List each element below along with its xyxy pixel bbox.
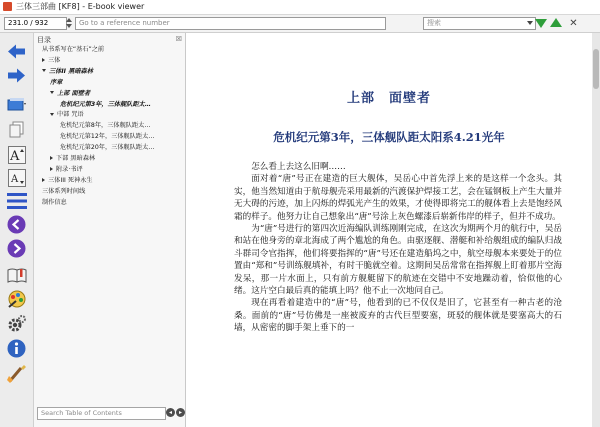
paragraph: 怎么看上去这么旧啊…… xyxy=(251,162,346,172)
toc-item-label: 三体III 死神永生 xyxy=(48,176,93,184)
preferences-button[interactable] xyxy=(6,313,27,334)
top-toolbar xyxy=(0,15,600,33)
left-toolbar xyxy=(0,33,34,427)
copy-icon xyxy=(9,121,24,138)
chapter-body xyxy=(234,161,562,335)
reference-mode-button[interactable] xyxy=(6,288,27,309)
reference-mode-icon xyxy=(7,289,27,309)
toc-item-label: 附录·书评 xyxy=(56,165,83,173)
app-icon xyxy=(3,2,12,11)
forward-icon xyxy=(7,68,26,83)
back-button[interactable] xyxy=(6,41,27,62)
reference-input[interactable]: Go to a reference number xyxy=(75,17,386,30)
toc-item[interactable] xyxy=(42,176,182,186)
paragraph: 现在再看着建造中的“唐”号，他看到的已不仅仅是旧了，它甚至有一种古老的沧桑。面前的“唐”号仿佛是一座被废弃的古代巨型要塞，斑驳的舰体就是要塞高大的石墙，从密密的脚手架上垂下的一 xyxy=(234,298,562,334)
svg-text:A: A xyxy=(10,173,18,185)
position-field[interactable]: 231.0 / 932 xyxy=(4,17,67,30)
toc-item[interactable] xyxy=(60,100,182,110)
toc-item-label: 制作信息 xyxy=(42,198,67,206)
back-icon xyxy=(7,44,26,59)
title-bar xyxy=(0,0,600,15)
toc-item[interactable] xyxy=(50,165,182,175)
spin-down-icon[interactable] xyxy=(66,24,72,28)
window-title: 三体三部曲 [KF8] - E-book viewer xyxy=(16,2,145,11)
toc-search-next-button[interactable]: ▸ xyxy=(176,408,185,417)
search-placeholder: 搜索 xyxy=(427,19,441,27)
next-page-button[interactable] xyxy=(6,238,27,259)
font-larger-icon xyxy=(8,146,26,164)
toc-item-label: 下部 黑暗森林 xyxy=(56,155,96,162)
expanded-arrow-icon[interactable] xyxy=(42,69,46,72)
print-button[interactable] xyxy=(6,363,27,384)
toc-search-prev-button[interactable]: ◂ xyxy=(166,408,175,417)
toc-item[interactable] xyxy=(60,132,182,142)
svg-text:A: A xyxy=(9,148,19,164)
copy-button[interactable] xyxy=(6,119,27,140)
next-page-icon xyxy=(7,239,26,258)
toc-item-label: 三体系列时间线 xyxy=(42,187,86,195)
toc-item[interactable] xyxy=(50,110,182,120)
collapsed-arrow-icon[interactable] xyxy=(42,178,45,182)
find-next-icon xyxy=(535,19,547,28)
find-previous-icon xyxy=(550,18,562,27)
toc-icon xyxy=(7,192,27,210)
bookmarks-icon xyxy=(7,267,27,283)
toc-item[interactable] xyxy=(50,89,182,99)
bookmarks-button[interactable] xyxy=(6,264,27,285)
info-icon xyxy=(7,339,26,358)
toc-item[interactable] xyxy=(50,78,182,88)
paragraph: 为“唐”号进行的第四次近海编队训练刚刚完成，在这次为期两个月的航行中，吴岳和站在他身旁的章北海成了两个尴尬的角色。由驱逐舰、潜艇和补给舰组成的编队归战斗群司令官指挥，他们将要指挥的“唐”号还在建造船坞之中，航空母舰本来要处于的位置由“郑和”号训练舰填补，有时干脆就空着。这期间吴岳常常在指挥舰上盯着那片空海发呆，那一片水面上，只有前方舰艇留下的航迹在交错中不安地躁动着，恰似他的心绪。这片空白最后真的能填上吗？他不止一次地问自己。 xyxy=(234,224,562,297)
find-previous-button[interactable] xyxy=(550,17,563,30)
previous-page-button[interactable] xyxy=(6,214,27,235)
chapter-title: 危机纪元第3年，三体舰队距太阳系4.21光年 xyxy=(273,130,505,144)
collapsed-arrow-icon[interactable] xyxy=(42,58,45,62)
toc-button[interactable] xyxy=(6,190,27,211)
toc-item[interactable] xyxy=(42,67,182,77)
toc-item-label: 序章 xyxy=(50,78,63,86)
toc-item[interactable] xyxy=(42,187,182,197)
toc-item[interactable] xyxy=(60,121,182,131)
clear-search-button[interactable] xyxy=(567,17,580,30)
close-icon: ✕ xyxy=(569,18,578,29)
expanded-arrow-icon[interactable] xyxy=(50,113,54,116)
paragraph: 面对着“唐”号正在建造的巨大舰体，吴岳心中首先浮上来的是这样一个念头。其实，他当然知道由于航母舰壳采用最新的汽渡保护焊接工艺，会在锰钢板上产生大量并无大碍的污迹，加上闪烁的焊弧光产生的效果，才使得即将完工的舰体看上去是饱经风霜的样子。他努力让自己想象出“唐”号涂上灰色螺漆后崭新伟岸的样子，但并不成功。 xyxy=(234,174,562,222)
vertical-scrollbar[interactable] xyxy=(592,33,600,427)
toc-panel xyxy=(34,33,186,427)
font-smaller-button[interactable] xyxy=(6,167,27,188)
search-input[interactable] xyxy=(423,17,536,30)
library-icon xyxy=(7,95,26,112)
find-next-button[interactable] xyxy=(535,17,548,30)
previous-page-icon xyxy=(7,215,26,234)
toc-item[interactable] xyxy=(42,56,182,66)
toc-item-label: 危机纪元第8年，三体舰队距太… xyxy=(60,122,151,130)
toc-item-label: 危机纪元第12年，三体舰队距太… xyxy=(60,133,155,141)
scrollbar-thumb[interactable] xyxy=(593,49,599,89)
search-dropdown-icon[interactable] xyxy=(527,21,533,25)
forward-button[interactable] xyxy=(6,65,27,86)
position-spinner[interactable] xyxy=(66,17,72,30)
expanded-arrow-icon[interactable] xyxy=(50,91,54,94)
font-smaller-icon xyxy=(8,169,26,187)
collapsed-arrow-icon[interactable] xyxy=(50,167,53,171)
info-button[interactable] xyxy=(6,338,27,359)
toc-item-label: 中部 咒语 xyxy=(57,111,84,119)
toc-close-button[interactable]: ☒ xyxy=(175,35,182,43)
toc-header: 目录 xyxy=(37,36,51,44)
spin-up-icon[interactable] xyxy=(66,18,72,22)
toc-item[interactable] xyxy=(60,143,182,153)
toc-item-label: 危机纪元第3年，三体舰队距太… xyxy=(60,100,151,108)
library-button[interactable] xyxy=(6,93,27,114)
reading-pane[interactable] xyxy=(186,33,592,427)
toc-item[interactable] xyxy=(50,154,182,164)
part-title: 上部 面壁者 xyxy=(346,91,431,106)
toc-item-label: 危机纪元第20年，三体舰队距太… xyxy=(60,144,155,152)
toc-item-label: 三体II 黑暗森林 xyxy=(49,67,93,75)
preferences-icon xyxy=(7,314,27,334)
print-icon xyxy=(7,364,27,384)
toc-item-label: 上部 面壁者 xyxy=(57,89,91,97)
toc-item-label: 从书系写在“基石”之前 xyxy=(42,46,105,53)
toc-item[interactable] xyxy=(42,198,182,208)
font-larger-button[interactable] xyxy=(6,144,27,165)
toc-item[interactable] xyxy=(42,45,182,55)
toc-search-input[interactable]: Search Table of Contents xyxy=(37,407,166,420)
toc-item-label: 三体 xyxy=(48,56,61,64)
collapsed-arrow-icon[interactable] xyxy=(50,156,53,160)
